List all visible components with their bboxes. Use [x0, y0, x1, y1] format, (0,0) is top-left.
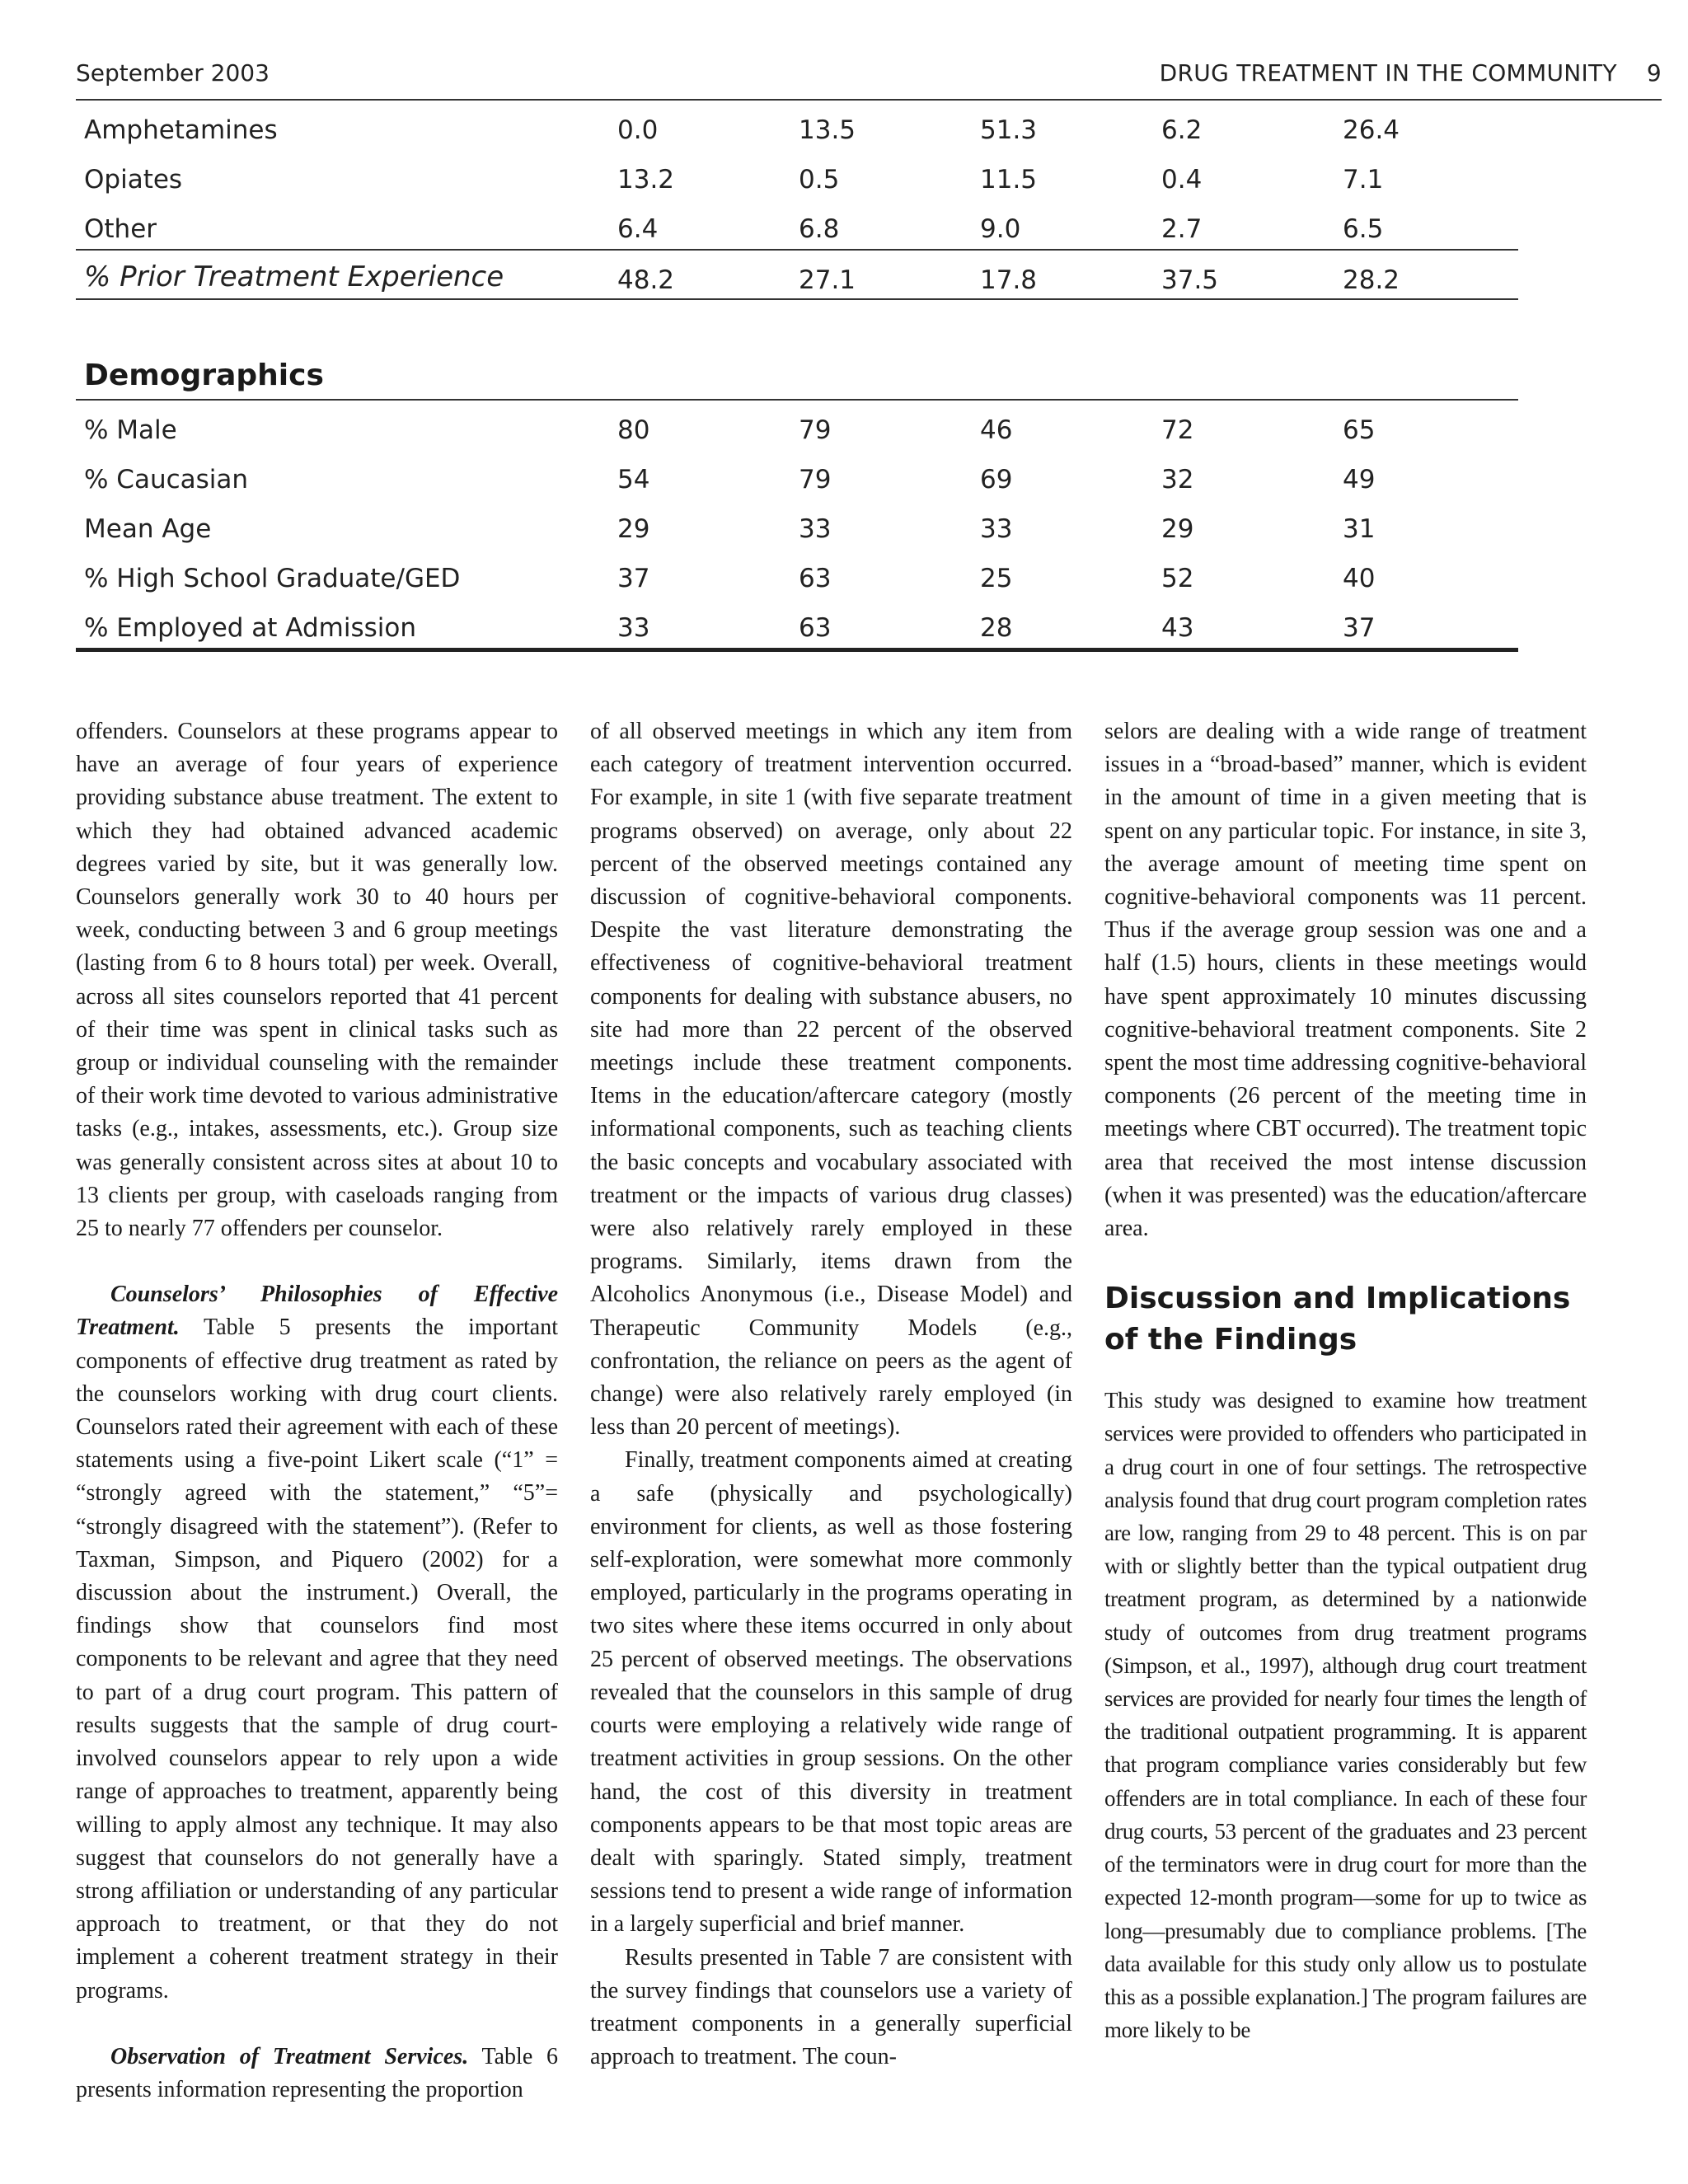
paragraph: offenders. Counselors at these programs appear to have an average of four years of experience providing substance abuse treatment. The extent to which they had obtained advanced academic degrees varied by site, but it was generally low. Counselors generally work 30 to 40 hours per week, conducting between 3 and 6 group meetings (lasting from 6 to 8 hours total) per week. Overall, across all sites counselors reported that 41 percent of their time was spent in clinical tasks such as group or individual counseling with the remainder of their work time devoted to various administrative tasks (e.g., intakes, assessments, etc.). Group size was generally consistent across sites at about 10 to 13 clients per group, with caseloads ranging from 25 to nearly 77 offenders per counselor.: [76, 719, 558, 1242]
table-cell: 79: [799, 415, 832, 445]
paragraph: Results presented in Table 7 are consistent with the survey findings that counselors use a variety of treatment components in a generally superficial approach to treatment. The coun-: [590, 1944, 1072, 2070]
text-column-1: [76, 715, 558, 2107]
text-column-3: [1104, 715, 1587, 2046]
paragraph: This study was designed to examine how treatment services were provided to offenders who participated in a drug court in one of four settings. The retrospective analysis found that drug court program completion rates are low, ranging from 29 to 48 percent. This is on par with or slightly better than the typical outpatient drug treatment program, as determined by a nationwide study of outcomes from drug treatment programs (Simpson, et al., 1997), although drug court treatment services are provided for nearly four times the length of the traditional outpatient programming. It is apparent that program compliance varies considerably but few offenders are in total compliance. In each of these four drug courts, 53 percent of the graduates and 23 percent of the terminators were in drug court for more than the expected 12-month program—some for up to twice as long—presumably due to compliance problems. [The data available for this study only allow us to postulate this as a possible explanation.] The program failures are more likely to be: [1104, 1388, 1587, 2043]
row-label: % Employed at Admission: [84, 613, 416, 643]
table-cell: 0.4: [1161, 165, 1203, 194]
paragraph: Finally, treatment components aimed at creating a safe (physically and psychologically) environment for clients, as well as those fostering self-exploration, were somewhat more commonly employed, particularly in the programs operating in two sites where these items occurred in only about 25 percent of observed meetings. The observations revealed that the counselors in this sample of drug courts were employing a relatively wide range of treatment activities in group sessions. On the other hand, the cost of this diversity in treatment components appears to be that most topic areas are dealt with sparingly. Stated simply, treatment sessions tend to present a wide range of information in a largely superficial and brief manner.: [590, 1447, 1072, 1938]
prior-treatment-row: [76, 249, 1518, 300]
table-cell: 27.1: [799, 265, 856, 295]
issue-date: September 2003: [76, 59, 270, 87]
table-cell: 28: [980, 613, 1013, 643]
table-row: [76, 450, 1518, 499]
table-cell: 29: [1161, 514, 1194, 544]
table-cell: 79: [799, 465, 832, 494]
table-cell: 43: [1161, 613, 1194, 643]
table-cell: 0.0: [617, 115, 659, 145]
table-cell: 6.5: [1343, 214, 1384, 244]
table-cell: 2.7: [1161, 214, 1203, 244]
table-cell: 13.2: [617, 165, 675, 194]
table-cell: 33: [980, 514, 1013, 544]
table-cell: 0.5: [799, 165, 840, 194]
table-cell: 6.2: [1161, 115, 1203, 145]
row-label: % Prior Treatment Experience: [84, 260, 504, 293]
table-cell: 7.1: [1343, 165, 1384, 194]
table-cell: 63: [799, 613, 832, 643]
table-row: [76, 598, 1518, 652]
table-cell: 54: [617, 465, 650, 494]
table-cell: 13.5: [799, 115, 856, 145]
table-cell: 37.5: [1161, 265, 1219, 295]
text-column-2: [590, 715, 1072, 2074]
data-table: [76, 101, 1518, 652]
table-cell: 6.4: [617, 214, 659, 244]
table-cell: 72: [1161, 415, 1194, 445]
paragraph-text: Table 6 presents information representing the proportion: [76, 2043, 559, 2102]
row-label: % High School Graduate/GED: [84, 564, 461, 593]
table-row: [76, 150, 1518, 199]
table-cell: 37: [617, 564, 650, 593]
paragraph: selors are dealing with a wide range of treatment issues in a “broad-based” manner, which is evident in the amount of time in a given meeting that is spent on any particular topic. For instance, in site 3, the average amount of meeting time spent on cognitive-behavioral components was 11 percent. Thus if the average group session was one and a half (1.5) hours, clients in these meetings would have spent approximately 10 minutes discussing cognitive-behavioral treatment components. Site 2 spent the most time addressing cognitive-behavioral components (26 percent of the meeting time in meetings where CBT occurred). The treatment topic area that received the most intense discussion (when it was presented) was the education/aftercare area.: [1104, 719, 1587, 1242]
journal-title: DRUG TREATMENT IN THE COMMUNITY: [1159, 59, 1617, 87]
table-row: [76, 199, 1518, 249]
table-cell: 33: [617, 613, 650, 643]
run-in-heading: Counselors’ Philosophies of Effective Treatment.: [76, 1282, 558, 1341]
table-row: [76, 101, 1518, 150]
table-row: [76, 549, 1518, 598]
table-cell: 26.4: [1343, 115, 1400, 145]
table-cell: 69: [980, 465, 1013, 494]
journal-title-group: [1160, 59, 1662, 87]
table-cell: 51.3: [980, 115, 1038, 145]
table-row: [76, 401, 1518, 450]
paragraph-text: Table 5 presents the important components of effective drug treatment as rated by the counselors working with drug court clients. Counselors rated their agreement with each of these statements using a five-point Likert scale (“1” = “strongly agreed with the statement,” “5”= “strongly disagreed with the statement”). (Refer to Taxman, Simpson, and Piquero (2002) for a discussion about the instrument.) Overall, the findings show that counselors find most components to be relevant and agree that they need to part of a drug court program. This pattern of results suggests that the sample of drug court-involved counselors appear to rely upon a wide range of approaches to treatment, apparently being willing to apply almost any technique. It may also suggest that counselors do not generally have a strong affiliation or understanding of any particular approach to treatment, or that they do not implement a coherent treatment strategy in their programs.: [76, 1315, 558, 2004]
page-number: 9: [1646, 59, 1662, 87]
row-label: % Caucasian: [84, 465, 249, 494]
paragraph-philosophies: [76, 1278, 558, 2007]
paragraph-observation: [76, 2041, 558, 2107]
table-cell: 65: [1343, 415, 1376, 445]
section-heading: Discussion and Implications of the Findings: [1104, 1282, 1571, 1357]
row-label: % Male: [84, 415, 177, 445]
table-cell: 31: [1343, 514, 1376, 544]
run-in-heading: Observation of Treatment Services.: [110, 2043, 469, 2069]
table-cell: 63: [799, 564, 832, 593]
table-cell: 80: [617, 415, 650, 445]
table-cell: 46: [980, 415, 1013, 445]
row-label: Mean Age: [84, 514, 212, 544]
table-cell: 29: [617, 514, 650, 544]
row-label: Other: [84, 214, 157, 244]
running-head: [76, 56, 1662, 101]
table-row: [76, 499, 1518, 549]
demographics-heading: Demographics: [84, 359, 324, 392]
table-cell: 6.8: [799, 214, 840, 244]
table-cell: 9.0: [980, 214, 1021, 244]
table-cell: 33: [799, 514, 832, 544]
demographics-section-header: [76, 300, 1518, 401]
table-cell: 40: [1343, 564, 1376, 593]
row-label: Amphetamines: [84, 115, 278, 145]
table-cell: 52: [1161, 564, 1194, 593]
table-cell: 17.8: [980, 265, 1038, 295]
table-cell: 48.2: [617, 265, 675, 295]
table-cell: 11.5: [980, 165, 1038, 194]
table-cell: 28.2: [1343, 265, 1400, 295]
row-label: Opiates: [84, 165, 183, 194]
paragraph: of all observed meetings in which any item from each category of treatment intervention occurred. For example, in site 1 (with five separate treatment programs observed) on average, only about 22 percent of the observed meetings contained any discussion of cognitive-behavioral components. Despite the vast literature demonstrating the effectiveness of cognitive-behavioral treatment components for dealing with substance abusers, no site had more than 22 percent of the observed meetings include these treatment components. Items in the education/aftercare category (mostly informational components, such as teaching clients the basic concepts and vocabulary associated with treatment or the impacts of various drug classes) were also relatively rarely employed in these programs. Similarly, items drawn from the Alcoholics Anonymous (i.e., Disease Model) and Therapeutic Community Models (e.g., confrontation, the reliance on peers as the agent of change) were also relatively rarely employed (in less than 20 percent of meetings).: [590, 719, 1072, 1441]
table-cell: 32: [1161, 465, 1194, 494]
table-cell: 25: [980, 564, 1013, 593]
table-cell: 49: [1343, 465, 1376, 494]
table-cell: 37: [1343, 613, 1376, 643]
